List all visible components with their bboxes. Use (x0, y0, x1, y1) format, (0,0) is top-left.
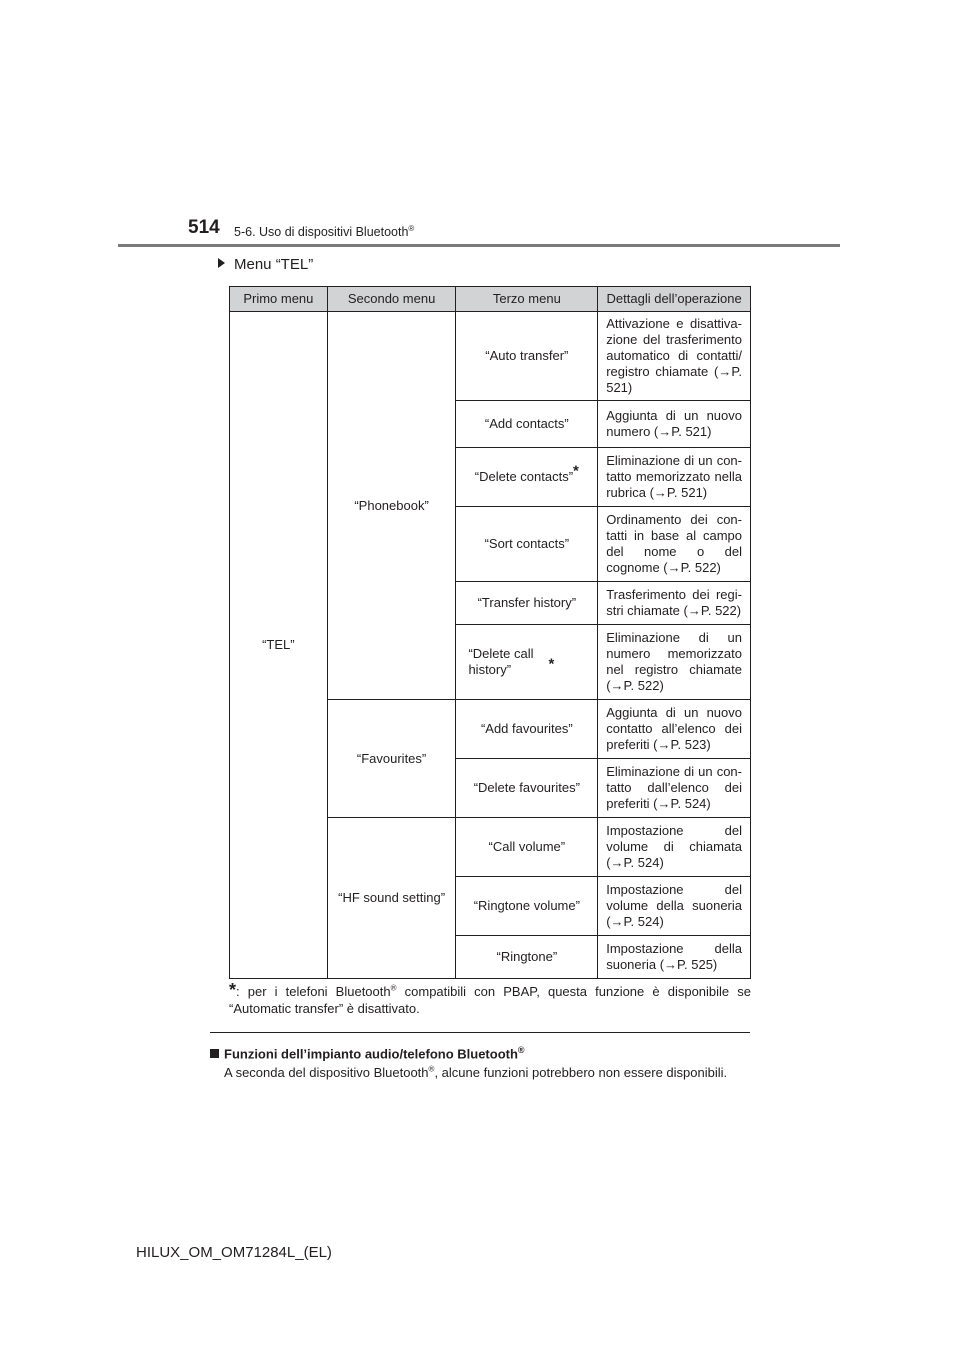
detail-cell: Ordinamento dei contatti in base al campo del nome o del cognome (→P. 522) (598, 507, 751, 582)
second-menu-cell: “Favourites” (327, 700, 456, 818)
third-menu-cell: “Add favourites” (456, 700, 598, 759)
footnote-text-a: : per i telefoni Bluetooth (236, 984, 391, 999)
table-footnote (229, 982, 751, 1017)
third-menu-cell: “Call volume” (456, 818, 598, 877)
detail-cell: Impostazione del volume di chiamata (→P. 524) (598, 818, 751, 877)
third-menu-label: “Delete contacts” (474, 469, 574, 484)
subsection-heading-text: Funzioni dell’impianto audio/telefono Bluetooth (224, 1046, 518, 1062)
menu-table (229, 286, 751, 979)
detail-cell: Eliminazione di un contatto dall’elenco dei preferiti (→P. 524) (598, 759, 751, 818)
detail-cell: Trasferimento dei registri chiamate (→P. 522) (598, 582, 751, 625)
third-menu-cell: “Transfer history” (456, 582, 598, 625)
table-header-row (230, 287, 751, 312)
triangle-bullet-icon (218, 258, 225, 268)
menu-heading-text: Menu “TEL” (234, 256, 314, 273)
col-header-details: Dettagli dell’operazione (598, 287, 751, 312)
body-text-b: , alcune funzioni potrebbero non essere disponibili. (434, 1065, 728, 1080)
detail-cell: Attivazione e disattivazione del trasferimento automatico di contatti/ registro chiamate (→P. 521) (598, 312, 751, 401)
detail-cell: Eliminazione di un numero memorizzato nel registro chiamate (→P. 522) (598, 625, 751, 700)
third-menu-cell: “Auto transfer” (456, 312, 598, 401)
third-menu-cell: “Delete favourites” (456, 759, 598, 818)
registered-mark: ® (390, 983, 397, 993)
third-menu-cell (456, 448, 598, 507)
second-menu-cell: “HF sound setting” (327, 818, 456, 979)
document-footer: HILUX_OM_OM71284L_(EL) (136, 1244, 332, 1261)
detail-cell: Aggiunta di un nuovo contatto all’elenco dei preferiti (→P. 523) (598, 700, 751, 759)
registered-mark: ® (408, 224, 415, 233)
detail-cell: Eliminazione di un contatto memorizzato nella rubrica (→P. 521) (598, 448, 751, 507)
detail-cell: Aggiunta di un nuovo numero (→P. 521) (598, 401, 751, 448)
third-menu-cell: “Ringtone volume” (456, 877, 598, 936)
square-bullet-icon (210, 1049, 219, 1058)
header-rule (118, 244, 840, 247)
col-header-second-menu: Secondo menu (327, 287, 456, 312)
third-menu-cell: “Sort contacts” (456, 507, 598, 582)
detail-cell: Impostazione della suoneria (→P. 525) (598, 936, 751, 979)
menu-heading (218, 256, 313, 273)
subsection-body (224, 1064, 750, 1082)
second-menu-cell: “Phonebook” (327, 312, 456, 700)
third-menu-cell (456, 625, 598, 700)
footnote-star: * (573, 462, 579, 480)
col-header-first-menu: Primo menu (230, 287, 328, 312)
registered-mark: ® (428, 1064, 435, 1074)
third-menu-cell: “Ringtone” (456, 936, 598, 979)
subsection-heading (210, 1045, 525, 1061)
section-title (234, 224, 414, 239)
registered-mark: ® (517, 1045, 525, 1055)
section-title-text: 5-6. Uso di dispositivi Bluetooth (234, 225, 409, 240)
third-menu-label: “Delete call history” (468, 646, 534, 677)
first-menu-cell: “TEL” (230, 312, 328, 979)
table-row (230, 312, 751, 401)
page-number: 514 (188, 217, 220, 238)
detail-cell: Impostazione del volume della suoneria (→P. 524) (598, 877, 751, 936)
footnote-star: * (548, 655, 555, 673)
col-header-third-menu: Terzo menu (456, 287, 598, 312)
footnote-star: * (229, 980, 237, 1000)
footnote-text-b: compatibili con PBAP, questa funzione è disponibile se “Automatic transfer” è disattivato. (229, 984, 752, 1016)
third-menu-cell: “Add contacts” (456, 401, 598, 448)
section-divider (210, 1032, 750, 1033)
body-text-a: A seconda del dispositivo Bluetooth (224, 1065, 429, 1080)
